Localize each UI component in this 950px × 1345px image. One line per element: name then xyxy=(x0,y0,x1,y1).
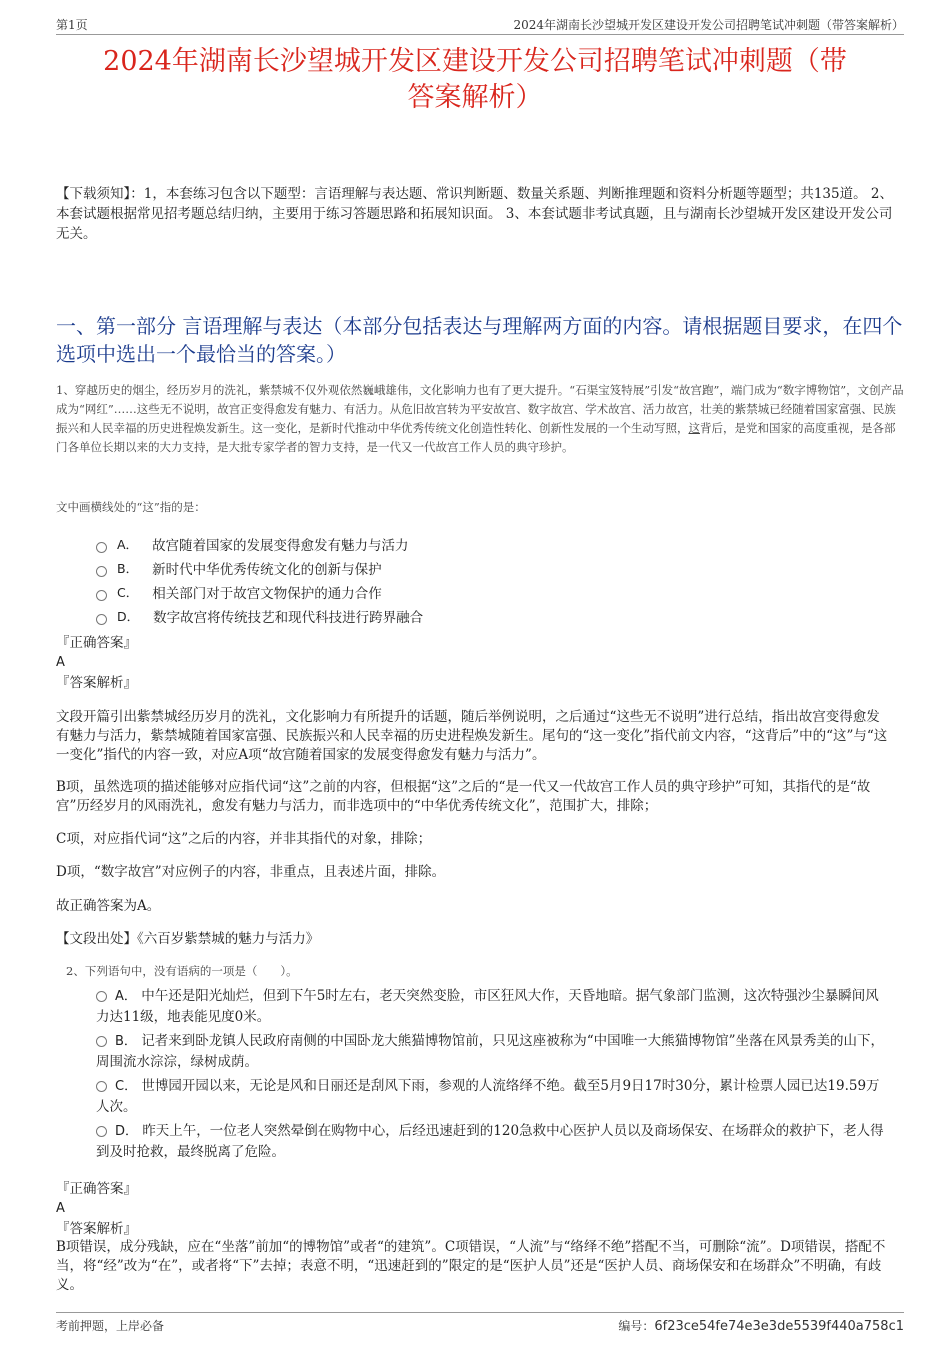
footer-slogan: 考前押题，上岸必备 xyxy=(56,1319,165,1333)
q1-option-d[interactable] xyxy=(96,604,423,628)
radio-icon[interactable] xyxy=(96,614,107,625)
option-letter: D． xyxy=(117,609,140,624)
q2-option-b[interactable] xyxy=(96,1031,890,1072)
radio-icon[interactable] xyxy=(96,590,107,601)
q1-analysis-para-4: D项，“数字故宫”对应例子的内容，非重点，且表述片面，排除。 xyxy=(56,864,446,880)
page-header xyxy=(56,14,904,35)
q2-analysis-label: 『答案解析』 xyxy=(56,1221,137,1237)
question-1-prompt: 文中画横线处的“这”指的是： xyxy=(56,500,206,514)
q2-answer: A xyxy=(56,1201,65,1216)
option-text: 昨天上午，一位老人突然晕倒在购物中心，后经迅速赶到的120急救中心医护人员以及商场保安、在场群众的救护下，老人得到及时抢救，最终脱离了危险。 xyxy=(96,1123,884,1160)
title-line-1: 2024年湖南长沙望城开发区建设开发公司招聘笔试冲刺题（带 xyxy=(103,46,847,77)
option-letter: D． xyxy=(115,1124,139,1139)
q1-text-before: 1、穿越历史的烟尘，经历岁月的洗礼，紫禁城不仅外观依然巍峨雄伟，文化影响力也有了更大提升。“石渠宝笈特展”引发“故宫跑”，端门成为“数字博物馆”，文创产品成为“网红”……这些无不说明，故宫正变得愈发有魅力、有活力。从危旧故宫转为平安故宫、数字故宫、学术故宫、活力故宫，壮美的紫禁城已经随着国家富强、民族振兴和人民幸福的历史进程焕发新生。这一变化，是新时代推动中华优秀传统文化创造性转化、创新性发展的一个生动写照， xyxy=(56,383,904,435)
footer-code-label: 编号： xyxy=(618,1319,655,1333)
option-letter: C． xyxy=(115,1079,138,1094)
q1-option-c[interactable] xyxy=(96,580,423,604)
radio-icon[interactable] xyxy=(96,542,107,553)
radio-icon[interactable] xyxy=(96,1081,107,1092)
q1-underlined-word: 这 xyxy=(688,421,700,435)
option-letter: B． xyxy=(117,561,139,576)
option-text: 新时代中华优秀传统文化的创新与保护 xyxy=(152,562,382,578)
option-letter: C． xyxy=(117,585,139,600)
question-2-prompt: 2、下列语句中，没有语病的一项是（ ）。 xyxy=(66,964,298,978)
question-1-options xyxy=(96,532,423,628)
q1-source: 【文段出处】《六百岁紫禁城的魅力与活力》 xyxy=(56,931,320,947)
option-text: 世博园开园以来，无论是风和日丽还是刮风下雨，参观的人流络绎不绝。截至5月9日17时30分，累计检票人园已达19.59万人次。 xyxy=(96,1078,880,1115)
q1-analysis-para-1: 文段开篇引出紫禁城经历岁月的洗礼，文化影响力有所提升的话题，随后举例说明，之后通过“这些无不说明”进行总结，指出故宫变得愈发有魅力与活力，紫禁城随着国家富强、民族振兴和人民幸福的历史进程焕发新生。尾句的“这一变化”指代前文内容，“这背后”中的“这”与“这一变化”指代的内容一致，对应A项“故宫随着国家的发展变得愈发有魅力与活力”。 xyxy=(56,709,888,763)
option-text: 故宫随着国家的发展变得愈发有魅力与活力 xyxy=(152,538,409,554)
section-heading: 一、第一部分 言语理解与表达（本部分包括表达与理解两方面的内容。请根据题目要求，在四个选项中选出一个最恰当的答案。） xyxy=(56,314,903,366)
page-footer xyxy=(56,1312,904,1333)
q2-option-d[interactable] xyxy=(96,1121,890,1162)
question-2-options xyxy=(96,986,890,1166)
option-letter: A． xyxy=(117,537,139,552)
title-line-2: 答案解析） xyxy=(407,82,543,113)
q2-option-a[interactable] xyxy=(96,986,890,1027)
radio-icon[interactable] xyxy=(96,566,107,577)
page-number: 第1页 xyxy=(56,18,88,32)
option-text: 相关部门对于故宫文物保护的通力合作 xyxy=(152,586,382,602)
q1-answer-label: 『正确答案』 xyxy=(56,635,137,651)
radio-icon[interactable] xyxy=(96,1036,107,1047)
q1-text-after: 背后，是党和国家的高度重视，是各部门各单位长期以来的大力支持，是大批专家学者的智力支持，是一代又一代故宫工作人员的典守珍护。 xyxy=(56,421,896,454)
option-letter: A． xyxy=(115,989,137,1004)
radio-icon[interactable] xyxy=(96,1126,107,1137)
q1-option-b[interactable] xyxy=(96,556,423,580)
header-doc-title: 2024年湖南长沙望城开发区建设开发公司招聘笔试冲刺题（带答案解析） xyxy=(513,18,904,32)
q1-analysis-label: 『答案解析』 xyxy=(56,675,137,691)
footer-code-value: 6f23ce54fe74e3e3de5539f440a758c1 xyxy=(654,1319,904,1334)
q1-analysis-para-5: 故正确答案为A。 xyxy=(56,898,161,914)
download-notice: 【下载须知】：1，本套练习包含以下题型：言语理解与表达题、常识判断题、数量关系题、判断推理题和资料分析题等题型；共135道。 2、本套试题根据常见招考题总结归纳，主要用于练习答题思路和拓展知识面。 3、本套试题非考试真题，且与湖南长沙望城开发区建设开发公司无关。 xyxy=(56,186,893,242)
document-title xyxy=(50,44,900,116)
q2-analysis: B项错误，成分残缺，应在“坐落”前加“的博物馆”或者“的建筑”。C项错误，“人流”与“络绎不绝”搭配不当，可删除“流”。D项错误，搭配不当，将“经”改为“在”，或者将“下”去掉；表意不明，“迅速赶到的”限定的是“医护人员”还是“医护人员、商场保安和在场群众”不明确，有歧义。 xyxy=(56,1239,886,1293)
q2-option-c[interactable] xyxy=(96,1076,890,1117)
q1-analysis-para-3: C项，对应指代词“这”之后的内容，并非其指代的对象，排除； xyxy=(56,831,432,847)
q1-answer: A xyxy=(56,655,65,670)
option-letter: B． xyxy=(115,1034,137,1049)
option-text: 记者来到卧龙镇人民政府南侧的中国卧龙大熊猫博物馆前，只见这座被称为“中国唯一大熊猫博物馆”坐落在风景秀美的山下，周围流水淙淙，绿树成荫。 xyxy=(96,1033,885,1070)
footer-code xyxy=(618,1317,904,1334)
option-text: 数字故宫将传统技艺和现代科技进行跨界融合 xyxy=(153,610,424,626)
option-text: 中午还是阳光灿烂，但到下午5时左右，老天突然变脸，市区狂风大作，天昏地暗。据气象部门监测，这次特强沙尘暴瞬间风力达11级，地表能见度0米。 xyxy=(96,988,879,1025)
q1-option-a[interactable] xyxy=(96,532,423,556)
radio-icon[interactable] xyxy=(96,991,107,1002)
question-1-passage xyxy=(56,381,904,457)
q1-analysis-para-2: B项，虽然选项的描述能够对应指代词“这”之前的内容，但根据“这”之后的“是一代又一代故宫工作人员的典守珍护”可知，其指代的是“故宫”历经岁月的风雨洗礼，愈发有魅力与活力，而非选项中的“中华优秀传统文化”，范围扩大，排除； xyxy=(56,779,871,814)
q2-answer-label: 『正确答案』 xyxy=(56,1181,137,1197)
